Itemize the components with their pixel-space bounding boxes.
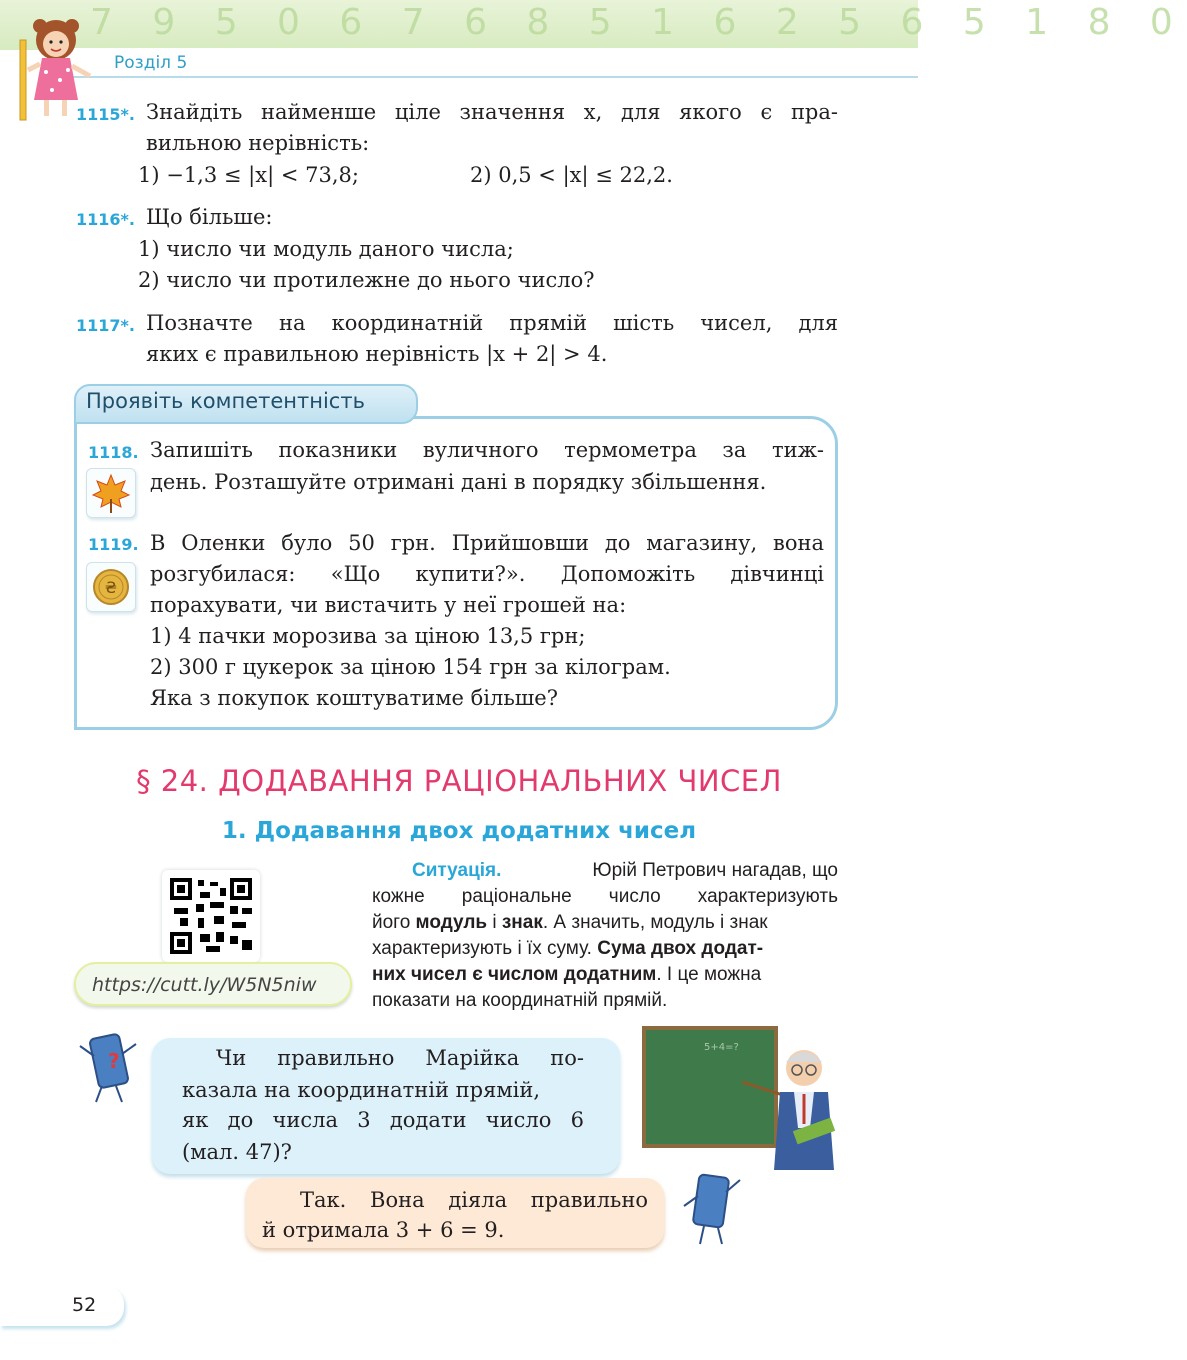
situation-text: і [487, 912, 502, 933]
exercise-number-1118: 1118. [88, 443, 139, 462]
question-line-4: (мал. 47)? [182, 1140, 292, 1164]
exercise-1117-line-2: яких є правильною нерівність |x + 2| > 4. [146, 342, 608, 366]
exercise-number-1117: 1117*. [76, 316, 135, 335]
exercise-1119-line-6: Яка з покупок коштуватиме більше? [150, 686, 558, 710]
page-number: 52 [72, 1294, 97, 1316]
situation-line-4 [372, 938, 763, 960]
answer-line-1: Так. Вона діяла правильно [300, 1188, 648, 1212]
svg-text:₴: ₴ [104, 578, 118, 597]
svg-text:?: ? [108, 1049, 120, 1073]
question-line-2: казала на координатній прямій, [182, 1078, 541, 1102]
answer-line-2: й отримала 3 + 6 = 9. [262, 1218, 505, 1242]
exercise-1118-line-2: день. Розташуйте отримані дані в порядку збільшення. [150, 470, 767, 494]
situation-line-6: показати на координатній прямій. [372, 990, 668, 1011]
question-line-3: як до числа 3 додати число 6 [182, 1108, 584, 1132]
exercise-1119-line-5: 2) 300 г цукерок за ціною 154 грн за кілограм. [150, 655, 671, 679]
question-line-1: Чи правильно Марійка по- [216, 1046, 584, 1070]
svg-text:5+4=?: 5+4=? [704, 1042, 739, 1053]
exercise-number-1119: 1119. [88, 535, 139, 554]
situation-text: його [372, 912, 416, 933]
exercise-1119-line-1: В Оленки було 50 грн. Прийшовши до магазину, вона [150, 531, 824, 555]
situation-text: . І це можна [656, 964, 762, 985]
situation-line-3 [372, 912, 768, 934]
situation-text: . А значить, модуль і знак [542, 912, 768, 933]
exercise-1119-line-3: порахувати, чи вистачить у неї грошей на: [150, 593, 627, 617]
situation-bold-rule: Сума двох додат- [597, 938, 764, 959]
section-title: § 24. ДОДАВАННЯ РАЦІОНАЛЬНИХ ЧИСЕЛ [136, 764, 782, 798]
situation-line-2: кожне раціональне число характеризують [372, 886, 838, 907]
exercise-1115-line-2: вильною нерівність: [146, 131, 370, 155]
exercise-number-1116: 1116*. [76, 210, 135, 229]
exercise-1119-line-2: розгубилася: «Що купити?». Допоможіть дівчинці [150, 562, 824, 586]
situation-bold-rule: них чисел є числом додатним [372, 964, 657, 985]
maple-leaf-icon [86, 468, 136, 518]
hryvnia-coin-icon [86, 562, 136, 612]
section-tab [60, 48, 918, 78]
exercise-1118-line-1: Запишіть показники вуличного термометра за тиж- [150, 438, 824, 462]
qr-url-link[interactable]: https://cutt.ly/W5N5niw [92, 974, 317, 996]
exercise-1115-option-2: 2) 0,5 < |x| ≤ 22,2. [470, 163, 673, 187]
exercise-1117-line-1: Позначте на координатній прямій шість чисел, для [146, 311, 838, 335]
subsection-title: 1. Додавання двох додатних чисел [221, 818, 697, 844]
exercise-1115-line-1: Знайдіть найменше ціле значення x, для якого є пра- [146, 100, 838, 124]
situation-line-1 [412, 860, 838, 882]
exercise-1116-line-1: Що більше: [146, 205, 273, 229]
competence-tab-label: Проявіть компетентність [86, 389, 365, 413]
page-number-box [0, 1286, 124, 1326]
phone-character-icon [680, 1170, 746, 1248]
situation-line-1-text: Юрій Петрович нагадав, що [592, 860, 838, 881]
exercise-number-1115: 1115*. [76, 105, 135, 124]
exercise-1119-line-4: 1) 4 пачки морозива за ціною 13,5 грн; [150, 624, 586, 648]
phone-character-question-icon [76, 1030, 144, 1106]
header-decor-digits: 7 9 5 0 6 7 6 8 5 1 6 2 5 6 5 1 8 0 [90, 2, 1187, 43]
situation-bold-sign: знак [501, 912, 543, 933]
teacher-illustration-icon [644, 1028, 840, 1170]
qr-code-icon[interactable] [162, 870, 260, 962]
exercise-1116-line-3: 2) число чи протилежне до нього число? [138, 268, 595, 292]
situation-text: характеризують і їх суму. [372, 938, 598, 959]
section-label: Розділ 5 [114, 53, 188, 73]
situation-keyword: Ситуація. [412, 860, 502, 881]
exercise-1115-option-1: 1) −1,3 ≤ |x| < 73,8; [138, 163, 359, 187]
situation-line-5 [372, 964, 761, 986]
situation-bold-modulus: модуль [415, 912, 488, 933]
exercise-1116-line-2: 1) число чи модуль даного числа; [138, 237, 514, 261]
